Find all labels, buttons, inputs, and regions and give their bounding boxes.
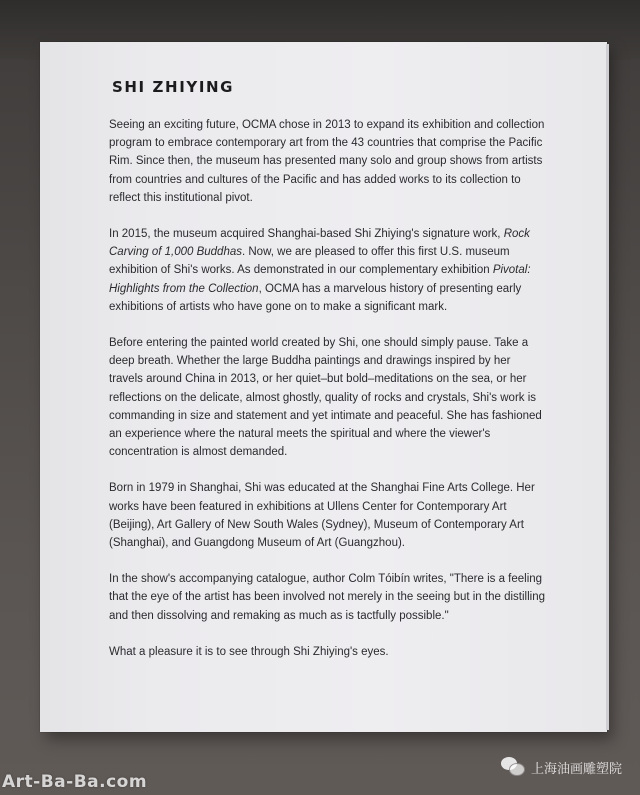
exhibition-title: Pivotal: Highlights from the Collection (109, 264, 531, 295)
site-watermark: Art-Ba-Ba.com (2, 772, 148, 792)
wechat-watermark (501, 757, 622, 777)
paragraph-4: Born in 1979 in Shanghai, Shi was educated at the Shanghai Fine Arts College. Her works have been featured in exhibitions at Ullens Center for Contemporary Art (Beijing), Art Gallery of New South Wales (Sydney), Museum of Contemporary Art (Shanghai), and Guangdong Museum of Art (Guangzhou). (109, 482, 535, 550)
wall-text-panel (40, 42, 607, 732)
panel-title: SHI ZHIYING (112, 78, 235, 96)
paragraph-6: What a pleasure it is to see through Shi Zhiying's eyes. (109, 645, 389, 658)
wechat-account-name: 上海油画雕塑院 (530, 761, 622, 777)
paragraph-2: In 2015, the museum acquired Shanghai-based Shi Zhiying's signature work, Rock Carving of 1,000 Buddhas. Now, we are pleased to offer this first U.S. museum exhibition of Shi's works. As demonstrated in our complementary exhibition Pivotal: Highlights from the Collection, OCMA has a marvelous history of presenting early exhibitions of artists who have gone on to make a significant mark. (109, 228, 531, 313)
paragraph-1: Seeing an exciting future, OCMA chose in 2013 to expand its exhibition and collection program to embrace contemporary art from the 43 countries that comprise the Pacific Rim. Since then, the museum has presented many solo and group shows from artists from countries and cultures of the Pacific and has added works to its collection to reflect this institutional pivot. (109, 119, 545, 204)
paragraph-5: In the show's accompanying catalogue, author Colm Tóibín writes, "There is a feeling that the eye of the artist has been involved not merely in the seeing but in the distilling and then dissolving and remaking as much as is tactfully possible." (109, 573, 545, 622)
wechat-icon (501, 757, 525, 777)
paragraph-3: Before entering the painted world created by Shi, one should simply pause. Take a deep breath. Whether the large Buddha paintings and drawings inspired by her travels around China in 2013, or her quiet–but bold–meditations on the sea, or her reflections on the delicate, almost ghostly, quality of rocks and crystals, Shi's work is commanding in size and statement and yet intimate and peaceful. She has fashioned an experience where the natural meets the spiritual and where the viewer's concentration is almost demanded. (109, 337, 542, 459)
artwork-title: Rock Carving of 1,000 Buddhas (109, 228, 530, 259)
panel-body (109, 116, 547, 661)
panel-edge (606, 44, 609, 730)
